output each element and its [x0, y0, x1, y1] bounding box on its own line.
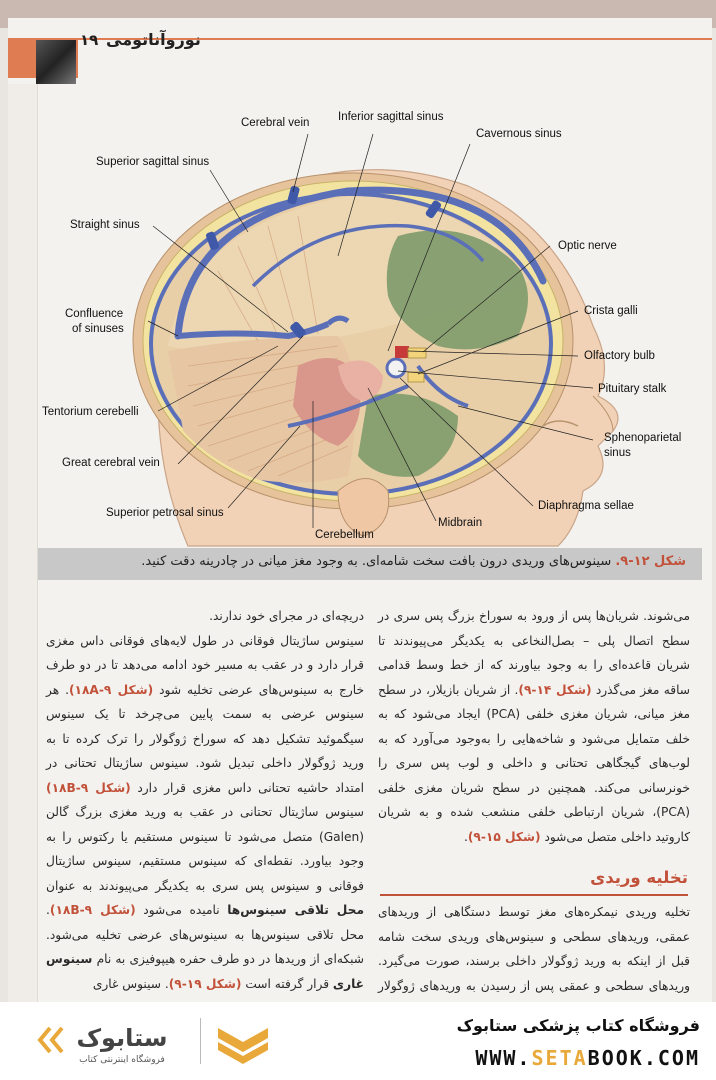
paragraph-text: . [463, 829, 468, 844]
figure-caption-box [38, 548, 702, 580]
store-title: فروشگاه کتاب پزشکی ستابوک [456, 1016, 700, 1035]
paragraph-text: سینوس ساژیتال فوقانی در طول لایه‌های فوقانی داس مغزی قرار دارد و در عقب به مسیر خود ادامه می‌دهد تا در دو طرف خارج به سینوس‌های عرضی تخلیه شود [46, 633, 364, 697]
label-cavernous-sinus: Cavernous sinus [476, 128, 562, 140]
label-sphenoparietal-2: sinus [604, 447, 631, 459]
page-margin [8, 84, 38, 1004]
section-heading: تخلیه وریدی [380, 868, 688, 896]
caption-text: سینوس‌های وریدی درون بافت سخت شامه‌ای. به وجود مغز میانی در چادرینه دقت کنید. [141, 554, 616, 569]
label-straight-sinus: Straight sinus [70, 219, 140, 231]
body-column-right [378, 604, 690, 849]
logo-word: ستابوک [76, 1024, 168, 1052]
label-midbrain: Midbrain [438, 517, 483, 529]
figure-reference: (شکل ۱۹-۹) [168, 976, 242, 991]
label-tentorium-cerebelli: Tentorium cerebelli [42, 406, 139, 418]
figure-reference: (شکل ۱۵-۹) [467, 829, 541, 844]
paragraph-text: . هر سینوس عرضی به سمت پایین می‌چرخد تا یک سینوس سیگموئید تشکیل دهد که سوراخ ژوگولار را ترک کرده تا به ورید ژوگولار داخلی تبدیل شود. سینوس ساژیتال تحتانی در امتداد حاشیه تحتانی داس مغزی قرار دارد [46, 682, 364, 795]
paragraph-text: . از شریان بازیلار، در سطح مغز میانی، شریان مغزی خلفی (PCA) ایجاد می‌شود که به خلف متمایل می‌شود و شاخه‌هایی را به‌وجود می‌آورد که به لوب‌های گیجگاهی تحتانی و داخلی و لوب پس سری را خونرسانی می‌کند. همچنین در سطح شریان مغزی خلفی (PCA)، شریان ارتباطی خلفی منشعب شده و به شریان کاروتید داخلی متصل می‌شود [378, 682, 691, 844]
bold-term: سینوس غاری [46, 952, 364, 991]
label-confluence-1: Confluence [65, 308, 124, 320]
url-brand: BOOK [587, 1046, 644, 1070]
url-suffix: .COM [643, 1046, 700, 1070]
label-superior-sagittal-sinus: Superior sagittal sinus [96, 156, 210, 168]
label-confluence-2: of sinuses [72, 323, 124, 335]
paragraph-text: . سینوس غاری [92, 976, 169, 991]
body-column-left [46, 604, 364, 1002]
pituitary-ring [387, 359, 405, 377]
paragraph-text: قرار گرفته است [241, 976, 333, 991]
label-superior-petrosal-sinus: Superior petrosal sinus [106, 507, 224, 519]
label-cerebral-vein: Cerebral vein [241, 117, 310, 129]
label-pituitary-stalk: Pituitary stalk [598, 383, 667, 395]
book-chevron-icon [214, 1020, 272, 1066]
figure-reference: (شکل ۱۴-۹) [518, 682, 592, 697]
header-thumbnail-image [36, 40, 76, 84]
optic-nerve-yellow [408, 348, 426, 358]
figure-illustration [38, 96, 698, 546]
paragraph-text: تخلیه وریدی نیمکره‌های مغز توسط دستگاهی از وریدهای عمقی، وریدهای سطحی و سینوس‌های وریدی سخت شامه قبل از اینکه به ورید ژوگولار داخلی برسند، صورت می‌گیرد. وریدهای سطحی و عمقی پس از رسیدن به وریدهای ژوگولار [378, 905, 690, 993]
page-number: ۱۹ [80, 31, 99, 49]
url-brand-accent: SETA [531, 1046, 588, 1070]
label-optic-nerve: Optic nerve [558, 240, 617, 252]
dural-sinus-figure [38, 96, 698, 546]
paragraph-text: سینوس ساژیتال تحتانی در عقب به ورید مغزی بزرگ گالن (Galen) متصل می‌شود تا سینوس مستقیم یا رکتوس را به وجود بیاورد. نقطه‌ای که سینوس مستقیم، سینوس ساژیتال فوقانی و سینوس پس سری به یکدیگر می‌پیوندند به عنوان [46, 805, 364, 893]
store-url[interactable] [475, 1046, 700, 1070]
label-olfactory-bulb: Olfactory bulb [584, 350, 655, 362]
store-footer-banner [0, 1002, 716, 1080]
setabook-logo [36, 1016, 186, 1068]
body-column-right-continued [378, 900, 690, 1000]
label-great-cerebral-vein: Great cerebral vein [62, 457, 160, 469]
figure-reference: (شکل ۱۸A-۹) [68, 682, 154, 697]
figure-caption [46, 554, 686, 569]
url-prefix: WWW. [475, 1046, 532, 1070]
logo-chevron-icon [40, 1028, 50, 1052]
running-head: نوروآناتومی [106, 30, 201, 49]
paragraph-text: دریچه‌ای در مجرای خود ندارند. [209, 609, 364, 623]
figure-reference: (شکل ۱۸B-۹) [46, 780, 131, 795]
label-diaphragma-sellae: Diaphragma sellae [538, 500, 634, 512]
figure-reference: (شکل ۱۸B-۹) [49, 903, 136, 917]
label-cerebellum: Cerebellum [315, 529, 374, 541]
logo-subtitle: فروشگاه اینترنتی کتاب [79, 1055, 165, 1065]
paragraph-text: می‌شوند. شریان‌ها پس از ورود به سوراخ بزرگ پس سری در سطح اتصال پلی – بصل‌النخاعی به یکدیگر می‌پیوندند تا شریان قاعده‌ای را به وجود بیاورند که از خط وسط قدامی ساقه مغز می‌گذرد [378, 609, 690, 697]
caption-figure-number: شکل ۱۲-۹. [615, 554, 686, 569]
crista-galli-yellow [408, 372, 424, 382]
bold-term: محل تلاقی سینوس‌ها [227, 903, 364, 917]
label-crista-galli: Crista galli [584, 305, 638, 317]
label-inferior-sagittal-sinus: Inferior sagittal sinus [338, 111, 444, 123]
cavernous-sinus-red [395, 346, 409, 358]
footer-divider [200, 1018, 201, 1064]
paragraph-text: نامیده می‌شود [135, 903, 228, 917]
paragraph-text: . محل تلاقی سینوس‌ها به سینوس‌های عرضی تخلیه می‌شود. شبکه‌ای از وریدها در دو طرف حفره هیپوفیزی به نام [46, 903, 364, 966]
label-sphenoparietal-1: Sphenoparietal [604, 432, 682, 444]
